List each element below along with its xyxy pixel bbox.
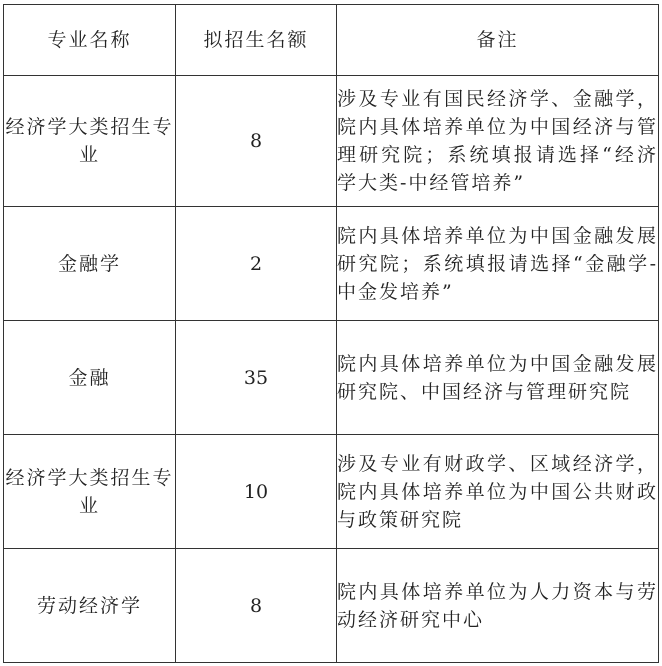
table-row <box>4 435 659 549</box>
major-cell: 金融学 <box>4 207 176 321</box>
count-cell: 8 <box>176 76 337 207</box>
table-row <box>4 76 659 207</box>
enrollment-quota-table <box>3 4 659 663</box>
note-cell: 涉及专业有财政学、区域经济学，院内具体培养单位为中国公共财政与政策研究院 <box>337 435 659 549</box>
note-cell: 院内具体培养单位为中国金融发展研究院、中国经济与管理研究院 <box>337 321 659 435</box>
note-cell: 院内具体培养单位为人力资本与劳动经济研究中心 <box>337 549 659 663</box>
note-cell: 涉及专业有国民经济学、金融学，院内具体培养单位为中国经济与管理研究院；系统填报请选择“经济学大类-中经管培养” <box>337 76 659 207</box>
note-cell: 院内具体培养单位为中国金融发展研究院；系统填报请选择“金融学-中金发培养” <box>337 207 659 321</box>
major-cell: 经济学大类招生专业 <box>4 76 176 207</box>
header-major: 专业名称 <box>4 5 176 76</box>
header-note: 备注 <box>337 5 659 76</box>
table-header-row <box>4 5 659 76</box>
count-cell: 8 <box>176 549 337 663</box>
major-cell: 劳动经济学 <box>4 549 176 663</box>
major-cell: 金融 <box>4 321 176 435</box>
header-count: 拟招生名额 <box>176 5 337 76</box>
count-cell: 10 <box>176 435 337 549</box>
count-cell: 35 <box>176 321 337 435</box>
table-row <box>4 321 659 435</box>
major-cell: 经济学大类招生专业 <box>4 435 176 549</box>
table-row <box>4 207 659 321</box>
table-row <box>4 549 659 663</box>
count-cell: 2 <box>176 207 337 321</box>
